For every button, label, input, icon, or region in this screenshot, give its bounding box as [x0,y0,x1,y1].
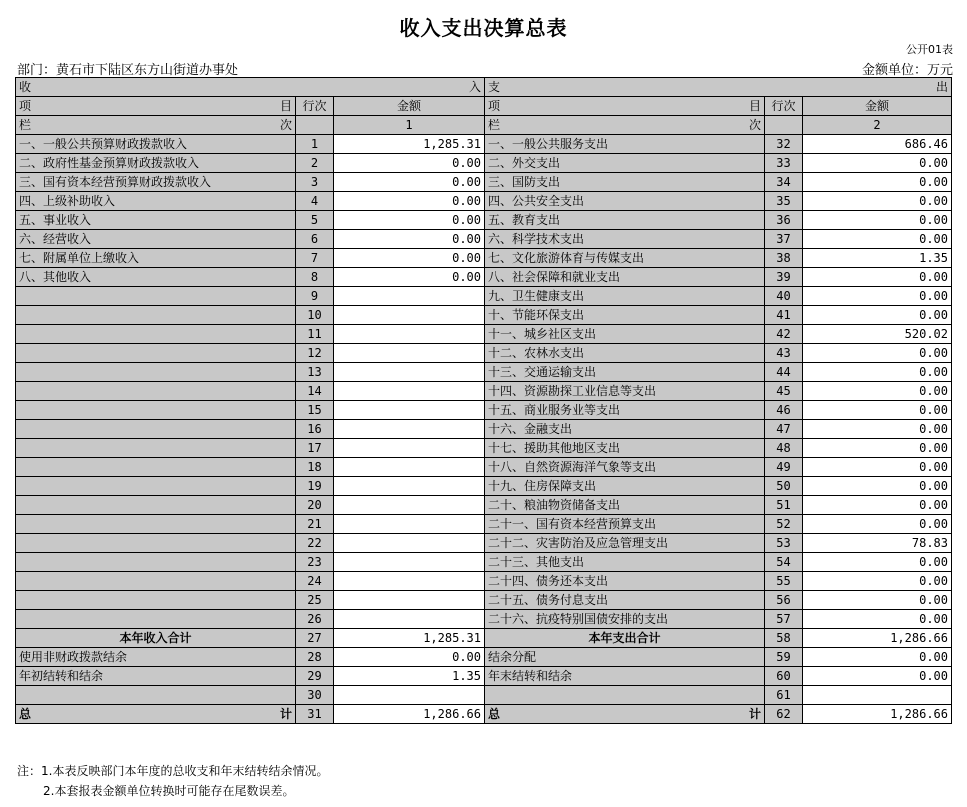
footnote-1: 注：1.本表反映部门本年度的总收支和年末结转结余情况。 [17,764,329,778]
income-amount [334,382,485,401]
table-row [16,496,952,515]
table-row [16,268,952,287]
income-amount [334,534,485,553]
income-item-name [16,572,296,591]
expense-amount: 0.00 [803,154,952,173]
expense-item-name: 十一、城乡社区支出 [485,325,765,344]
income-col-index-label [16,116,296,135]
income-item-name [16,591,296,610]
header-row-columns [16,97,952,116]
table-row [16,382,952,401]
amount-unit-label: 金额单位：万元 [861,63,953,78]
income-amount [334,591,485,610]
income-row-number: 20 [296,496,334,515]
income-row-number: 22 [296,534,334,553]
table-row [16,401,952,420]
expense-item-name: 九、卫生健康支出 [485,287,765,306]
income-row-number: 29 [296,667,334,686]
expense-item-name: 十六、金融支出 [485,420,765,439]
income-amount [334,344,485,363]
income-amount [334,401,485,420]
income-row-number: 17 [296,439,334,458]
expense-amount: 0.00 [803,667,952,686]
department-label: 部门：黄石市下陆区东方山街道办事处 [17,63,239,78]
expense-row-number: 48 [765,439,803,458]
income-row-number: 24 [296,572,334,591]
expense-item-name: 三、国防支出 [485,173,765,192]
income-amount: 0.00 [334,192,485,211]
table-row [16,344,952,363]
income-row-number: 16 [296,420,334,439]
income-header-right: 入 [468,80,481,94]
income-item-name [16,477,296,496]
expense-row-number: 42 [765,325,803,344]
income-amount [334,477,485,496]
expense-row-number: 34 [765,173,803,192]
expense-amount: 0.00 [803,496,952,515]
income-row-number: 9 [296,287,334,306]
income-total-label [16,705,296,724]
expense-total-amount: 1,286.66 [803,705,952,724]
income-row-number: 11 [296,325,334,344]
table-row [16,154,952,173]
expense-item-name: 十三、交通运输支出 [485,363,765,382]
header-row-section [16,78,952,97]
income-row-number: 8 [296,268,334,287]
expense-item-name: 二十二、灾害防治及应急管理支出 [485,534,765,553]
income-amount [334,439,485,458]
income-row-number: 12 [296,344,334,363]
income-item-name: 五、事业收入 [16,211,296,230]
table-row [16,306,952,325]
expense-row-number: 51 [765,496,803,515]
income-row-number: 27 [296,629,334,648]
income-total-row-number: 31 [296,705,334,724]
income-amount [334,686,485,705]
expense-amount: 0.00 [803,553,952,572]
table-body [16,78,952,724]
expense-total-left: 总 [488,707,501,721]
table-row [16,572,952,591]
income-item-name: 四、上级补助收入 [16,192,296,211]
expense-amount: 0.00 [803,230,952,249]
expense-item-name: 十五、商业服务业等支出 [485,401,765,420]
income-row-number: 3 [296,173,334,192]
table-row [16,135,952,154]
income-item-name [16,534,296,553]
table-row [16,363,952,382]
expense-item-name: 十九、住房保障支出 [485,477,765,496]
expense-amount: 0.00 [803,173,952,192]
expense-amount: 0.00 [803,439,952,458]
expense-item-name [485,686,765,705]
table-row [16,287,952,306]
income-item-name: 使用非财政拨款结余 [16,648,296,667]
income-amount: 0.00 [334,230,485,249]
income-item-name [16,287,296,306]
income-item-name: 一、一般公共预算财政拨款收入 [16,135,296,154]
expense-row-number: 33 [765,154,803,173]
expense-item-header-right: 目 [748,99,761,113]
expense-item-name: 六、科学技术支出 [485,230,765,249]
expense-rowno-header: 行次 [765,97,803,116]
income-row-number: 23 [296,553,334,572]
expense-amount: 0.00 [803,648,952,667]
expense-row-number: 54 [765,553,803,572]
expense-row-number: 43 [765,344,803,363]
income-amount: 1.35 [334,667,485,686]
expense-amount: 0.00 [803,363,952,382]
income-item-name: 六、经营收入 [16,230,296,249]
income-item-name [16,401,296,420]
expense-amount-header: 金额 [803,97,952,116]
income-row-number: 7 [296,249,334,268]
expense-amount: 1,286.66 [803,629,952,648]
expense-item-name: 十、节能环保支出 [485,306,765,325]
expense-row-number: 38 [765,249,803,268]
expense-amount: 0.00 [803,306,952,325]
income-item-name: 八、其他收入 [16,268,296,287]
expense-amount: 0.00 [803,515,952,534]
table-row [16,629,952,648]
expense-amount: 0.00 [803,382,952,401]
expense-header-left: 支 [488,80,501,94]
expense-item-name: 八、社会保障和就业支出 [485,268,765,287]
income-item-name [16,325,296,344]
expense-row-number: 41 [765,306,803,325]
expense-item-name: 二十六、抗疫特别国债安排的支出 [485,610,765,629]
expense-item-name: 结余分配 [485,648,765,667]
header-row-col-index [16,116,952,135]
expense-row-number: 60 [765,667,803,686]
table-row [16,439,952,458]
expense-amount: 0.00 [803,211,952,230]
table-row [16,477,952,496]
income-row-number: 26 [296,610,334,629]
income-amount: 0.00 [334,249,485,268]
expense-row-number: 50 [765,477,803,496]
expense-amount [803,686,952,705]
income-row-number: 19 [296,477,334,496]
income-amount: 1,285.31 [334,629,485,648]
table-row [16,173,952,192]
expense-amount: 0.00 [803,401,952,420]
expense-amount: 0.00 [803,610,952,629]
expense-col-index-empty [765,116,803,135]
expense-row-number: 58 [765,629,803,648]
expense-item-name: 二十四、债务还本支出 [485,572,765,591]
expense-amount: 0.00 [803,192,952,211]
table-row [16,420,952,439]
income-amount [334,363,485,382]
expense-item-name: 二十一、国有资本经营预算支出 [485,515,765,534]
expense-item-name: 二十三、其他支出 [485,553,765,572]
income-col-index-empty [296,116,334,135]
expense-total-right: 计 [748,707,761,721]
expense-item-header [485,97,765,116]
income-amount-header: 金额 [334,97,485,116]
income-total-left: 总 [19,707,32,721]
table-row [16,648,952,667]
expense-item-name: 十四、资源勘探工业信息等支出 [485,382,765,401]
income-amount [334,572,485,591]
expense-section-header [485,78,952,97]
expense-total-label [485,705,765,724]
expense-row-number: 53 [765,534,803,553]
expense-total-row-number: 62 [765,705,803,724]
table-row [16,553,952,572]
expense-item-name: 二十五、债务付息支出 [485,591,765,610]
income-amount: 0.00 [334,648,485,667]
total-row [16,705,952,724]
expense-amount: 0.00 [803,287,952,306]
expense-row-number: 47 [765,420,803,439]
income-expense-table [15,77,952,724]
expense-col-index-label [485,116,765,135]
expense-row-number: 39 [765,268,803,287]
income-amount: 0.00 [334,211,485,230]
expense-row-number: 46 [765,401,803,420]
income-col-right: 次 [279,118,292,132]
income-amount [334,458,485,477]
income-item-name [16,458,296,477]
expense-item-name: 五、教育支出 [485,211,765,230]
expense-amount: 0.00 [803,458,952,477]
income-row-number: 2 [296,154,334,173]
income-row-number: 21 [296,515,334,534]
table-row [16,515,952,534]
table-row [16,325,952,344]
expense-amount: 78.83 [803,534,952,553]
income-item-name [16,496,296,515]
income-amount [334,610,485,629]
expense-col-right: 次 [748,118,761,132]
income-row-number: 4 [296,192,334,211]
income-rowno-header: 行次 [296,97,334,116]
income-item-header-left: 项 [19,99,32,113]
table-row [16,230,952,249]
income-item-name [16,515,296,534]
income-item-name: 本年收入合计 [16,629,296,648]
income-item-name [16,553,296,572]
income-amount [334,496,485,515]
expense-row-number: 49 [765,458,803,477]
expense-amount: 0.00 [803,591,952,610]
income-item-name: 二、政府性基金预算财政拨款收入 [16,154,296,173]
expense-amount: 0.00 [803,268,952,287]
expense-item-name: 二十、粮油物资储备支出 [485,496,765,515]
income-row-number: 14 [296,382,334,401]
table-row [16,686,952,705]
expense-amount: 0.00 [803,572,952,591]
income-amount [334,287,485,306]
expense-col-index: 2 [803,116,952,135]
expense-item-header-left: 项 [488,99,501,113]
expense-row-number: 36 [765,211,803,230]
income-row-number: 1 [296,135,334,154]
table-row [16,591,952,610]
expense-amount: 0.00 [803,477,952,496]
expense-header-right: 出 [935,80,948,94]
income-row-number: 18 [296,458,334,477]
income-item-header [16,97,296,116]
expense-item-name: 本年支出合计 [485,629,765,648]
expense-row-number: 55 [765,572,803,591]
expense-row-number: 59 [765,648,803,667]
income-row-number: 15 [296,401,334,420]
expense-item-name: 四、公共安全支出 [485,192,765,211]
income-amount [334,420,485,439]
income-item-header-right: 目 [279,99,292,113]
table-row [16,610,952,629]
expense-item-name: 一、一般公共服务支出 [485,135,765,154]
table-row [16,458,952,477]
income-amount [334,515,485,534]
income-amount: 1,285.31 [334,135,485,154]
income-item-name: 年初结转和结余 [16,667,296,686]
income-header-left: 收 [19,80,32,94]
income-amount: 0.00 [334,268,485,287]
income-amount [334,325,485,344]
expense-row-number: 45 [765,382,803,401]
income-col-index: 1 [334,116,485,135]
income-amount: 0.00 [334,154,485,173]
expense-item-name: 十八、自然资源海洋气象等支出 [485,458,765,477]
income-amount [334,306,485,325]
income-amount: 0.00 [334,173,485,192]
income-item-name [16,382,296,401]
income-item-name [16,420,296,439]
expense-row-number: 44 [765,363,803,382]
expense-item-name: 十二、农林水支出 [485,344,765,363]
income-row-number: 10 [296,306,334,325]
expense-amount: 0.00 [803,420,952,439]
income-total-right: 计 [279,707,292,721]
table-row [16,211,952,230]
expense-row-number: 37 [765,230,803,249]
expense-row-number: 32 [765,135,803,154]
expense-amount: 1.35 [803,249,952,268]
income-row-number: 25 [296,591,334,610]
income-row-number: 6 [296,230,334,249]
income-item-name [16,686,296,705]
expense-item-name: 年末结转和结余 [485,667,765,686]
income-section-header [16,78,485,97]
expense-col-left: 栏 [488,118,501,132]
income-item-name [16,344,296,363]
income-item-name: 七、附属单位上缴收入 [16,249,296,268]
expense-row-number: 35 [765,192,803,211]
income-col-left: 栏 [19,118,32,132]
income-row-number: 28 [296,648,334,667]
income-amount [334,553,485,572]
expense-amount: 520.02 [803,325,952,344]
expense-row-number: 40 [765,287,803,306]
income-item-name: 三、国有资本经营预算财政拨款收入 [16,173,296,192]
form-number: 公开01表 [906,43,953,56]
income-item-name [16,439,296,458]
expense-amount: 0.00 [803,344,952,363]
table-row [16,534,952,553]
income-row-number: 30 [296,686,334,705]
expense-row-number: 61 [765,686,803,705]
expense-item-name: 二、外交支出 [485,154,765,173]
income-item-name [16,610,296,629]
income-item-name [16,306,296,325]
expense-item-name: 十七、援助其他地区支出 [485,439,765,458]
expense-item-name: 七、文化旅游体育与传媒支出 [485,249,765,268]
income-row-number: 5 [296,211,334,230]
expense-row-number: 56 [765,591,803,610]
income-total-amount: 1,286.66 [334,705,485,724]
table-row [16,192,952,211]
expense-row-number: 57 [765,610,803,629]
footnotes [17,761,328,801]
footnote-2: 2.本套报表金额单位转换时可能存在尾数误差。 [43,784,295,798]
income-item-name [16,363,296,382]
report-title: 收入支出决算总表 [399,16,568,40]
expense-amount: 686.46 [803,135,952,154]
expense-row-number: 52 [765,515,803,534]
income-row-number: 13 [296,363,334,382]
table-row [16,667,952,686]
table-row [16,249,952,268]
